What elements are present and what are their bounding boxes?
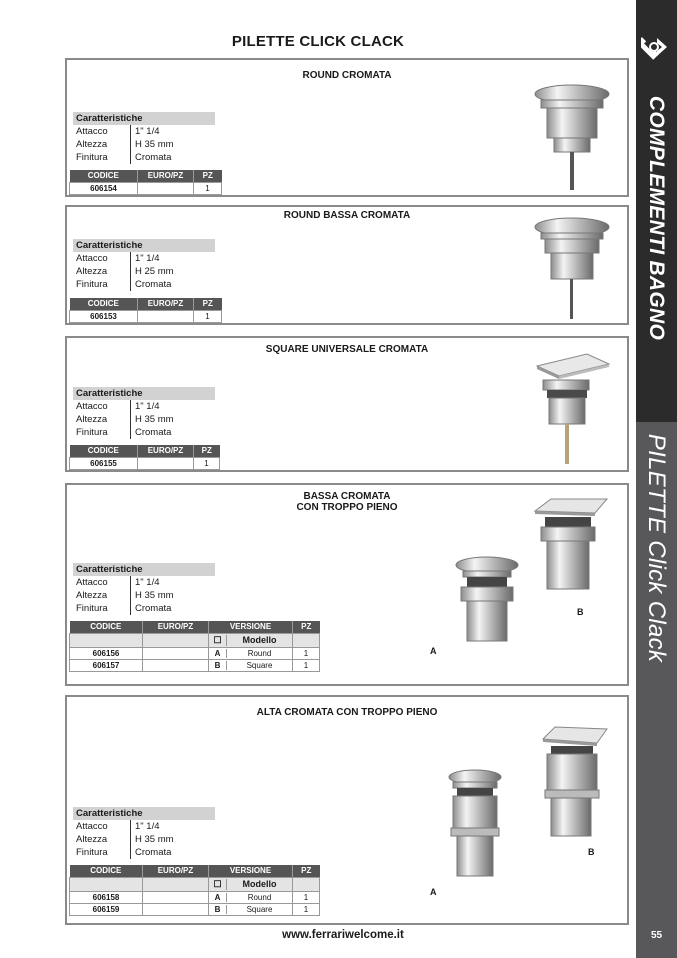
product-title-line: CON TROPPO PIENO xyxy=(296,502,398,513)
blank-cell xyxy=(70,633,143,647)
spec-key: Altezza xyxy=(73,138,131,151)
col-pz: PZ xyxy=(194,170,222,182)
spec-block xyxy=(73,563,215,615)
product-title: ALTA CROMATA CON TROPPO PIENO xyxy=(256,707,438,718)
pz-cell: 1 xyxy=(293,891,320,903)
product-code: 606156 xyxy=(70,647,143,659)
product-title: ROUND BASSA CROMATA xyxy=(283,210,411,221)
price-cell xyxy=(138,310,194,322)
model-name: Round xyxy=(247,648,272,658)
spec-block xyxy=(73,239,215,291)
spec-value: H 35 mm xyxy=(135,414,174,425)
checkbox-icon: ☐ xyxy=(209,879,227,890)
pz-cell: 1 xyxy=(194,457,220,469)
spec-key: Finitura xyxy=(73,846,131,859)
product-code: 606154 xyxy=(70,182,138,194)
product-card-round-bassa xyxy=(65,205,629,325)
pz-cell: 1 xyxy=(293,903,320,915)
col-euro: EURO/PZ xyxy=(138,298,194,310)
blank-cell xyxy=(70,877,143,891)
version-letter: B xyxy=(209,905,227,914)
col-codice: CODICE xyxy=(70,865,143,877)
spec-key: Altezza xyxy=(73,265,131,278)
pz-cell: 1 xyxy=(293,647,320,659)
modello-header xyxy=(209,633,293,647)
checkbox-icon: ☐ xyxy=(209,635,227,646)
col-codice: CODICE xyxy=(70,298,138,310)
product-image-round-bassa xyxy=(529,215,619,323)
price-cell xyxy=(138,457,194,469)
version-label-a: A xyxy=(430,887,437,897)
product-card-alta-troppo-pieno xyxy=(65,695,629,925)
spec-key: Attacco xyxy=(73,400,131,413)
version-label-b: B xyxy=(577,607,584,617)
version-label-b: B xyxy=(588,847,595,857)
product-code: 606159 xyxy=(70,903,143,915)
col-pz: PZ xyxy=(293,865,320,877)
spec-value: 1" 1/4 xyxy=(135,401,160,412)
price-table xyxy=(69,170,222,195)
modello-label: Modello xyxy=(242,878,277,889)
product-image-round xyxy=(529,82,619,192)
spec-key: Altezza xyxy=(73,589,131,602)
spec-header: Caratteristiche xyxy=(73,807,215,820)
product-image-b-alta-square xyxy=(539,725,611,841)
spec-value: 1" 1/4 xyxy=(135,253,160,264)
price-table xyxy=(69,621,320,672)
price-table xyxy=(69,298,222,323)
product-code: 606157 xyxy=(70,659,143,671)
product-code: 606153 xyxy=(70,310,138,322)
spec-key: Finitura xyxy=(73,602,131,615)
pz-cell: 1 xyxy=(194,182,222,194)
page-title: PILETTE CLICK CLACK xyxy=(231,33,405,50)
spec-value: Cromata xyxy=(135,152,172,163)
spec-header: Caratteristiche xyxy=(73,112,215,125)
product-image-a-round xyxy=(453,555,523,655)
product-card-bassa-troppo-pieno xyxy=(65,483,629,686)
product-image-square xyxy=(529,352,613,468)
spec-header: Caratteristiche xyxy=(73,563,215,576)
sidebar-section-label: PILETTE Click Clack xyxy=(643,433,670,663)
price-table xyxy=(69,865,320,916)
price-cell xyxy=(143,647,209,659)
spec-value: Cromata xyxy=(135,603,172,614)
spec-value: H 35 mm xyxy=(135,139,174,150)
spec-value: 1" 1/4 xyxy=(135,577,160,588)
spec-value: H 25 mm xyxy=(135,266,174,277)
page-number: 55 xyxy=(650,930,663,941)
footer-url[interactable]: www.ferrariwelcome.it xyxy=(282,929,404,941)
product-card-square-universale xyxy=(65,336,629,472)
col-euro: EURO/PZ xyxy=(138,445,194,457)
product-code: 606158 xyxy=(70,891,143,903)
spec-block xyxy=(73,112,215,164)
spec-key: Finitura xyxy=(73,426,131,439)
model-name: Square xyxy=(246,660,273,670)
col-euro: EURO/PZ xyxy=(143,621,209,633)
blank-cell xyxy=(143,877,209,891)
col-pz: PZ xyxy=(194,445,220,457)
price-table xyxy=(69,445,220,470)
spec-value: 1" 1/4 xyxy=(135,126,160,137)
spec-value: H 35 mm xyxy=(135,590,174,601)
blank-cell xyxy=(293,633,320,647)
version-letter: A xyxy=(209,893,227,902)
version-letter: B xyxy=(209,661,227,670)
model-name: Square xyxy=(246,904,273,914)
price-cell xyxy=(143,659,209,671)
spec-value: Cromata xyxy=(135,427,172,438)
product-title: SQUARE UNIVERSALE CROMATA xyxy=(265,344,429,355)
pz-cell: 1 xyxy=(194,310,222,322)
version-cell xyxy=(209,647,293,659)
spec-value: Cromata xyxy=(135,847,172,858)
modello-label: Modello xyxy=(242,634,277,645)
product-image-a-alta-round xyxy=(445,769,505,881)
spec-block xyxy=(73,807,215,859)
product-image-b-square xyxy=(531,495,611,595)
spec-key: Altezza xyxy=(73,833,131,846)
product-card-round-cromata xyxy=(65,58,629,197)
product-code: 606155 xyxy=(70,457,138,469)
version-letter: A xyxy=(209,649,227,658)
price-cell xyxy=(138,182,194,194)
spec-key: Attacco xyxy=(73,820,131,833)
spec-key: Altezza xyxy=(73,413,131,426)
spec-key: Finitura xyxy=(73,278,131,291)
version-cell xyxy=(209,891,293,903)
spec-block xyxy=(73,387,215,439)
product-title xyxy=(217,491,477,513)
col-versione: VERSIONE xyxy=(209,865,293,877)
spec-key: Attacco xyxy=(73,252,131,265)
version-cell xyxy=(209,903,293,915)
brand-logo-icon xyxy=(641,32,671,62)
spec-value: H 35 mm xyxy=(135,834,174,845)
price-cell xyxy=(143,891,209,903)
col-pz: PZ xyxy=(293,621,320,633)
blank-cell xyxy=(293,877,320,891)
col-codice: CODICE xyxy=(70,170,138,182)
price-cell xyxy=(143,903,209,915)
model-name: Round xyxy=(247,892,272,902)
sidebar-category-label: COMPLEMENTI BAGNO xyxy=(645,95,668,341)
blank-cell xyxy=(143,633,209,647)
modello-header xyxy=(209,877,293,891)
spec-key: Attacco xyxy=(73,125,131,138)
col-pz: PZ xyxy=(194,298,222,310)
spec-key: Finitura xyxy=(73,151,131,164)
product-title: ROUND CROMATA xyxy=(302,70,392,81)
col-euro: EURO/PZ xyxy=(143,865,209,877)
col-euro: EURO/PZ xyxy=(138,170,194,182)
col-codice: CODICE xyxy=(70,445,138,457)
col-versione: VERSIONE xyxy=(209,621,293,633)
version-cell xyxy=(209,659,293,671)
spec-value: Cromata xyxy=(135,279,172,290)
version-label-a: A xyxy=(430,646,437,656)
pz-cell: 1 xyxy=(293,659,320,671)
spec-value: 1" 1/4 xyxy=(135,821,160,832)
spec-key: Attacco xyxy=(73,576,131,589)
spec-header: Caratteristiche xyxy=(73,239,215,252)
spec-header: Caratteristiche xyxy=(73,387,215,400)
product-title-line: BASSA CROMATA xyxy=(303,491,391,502)
col-codice: CODICE xyxy=(70,621,143,633)
